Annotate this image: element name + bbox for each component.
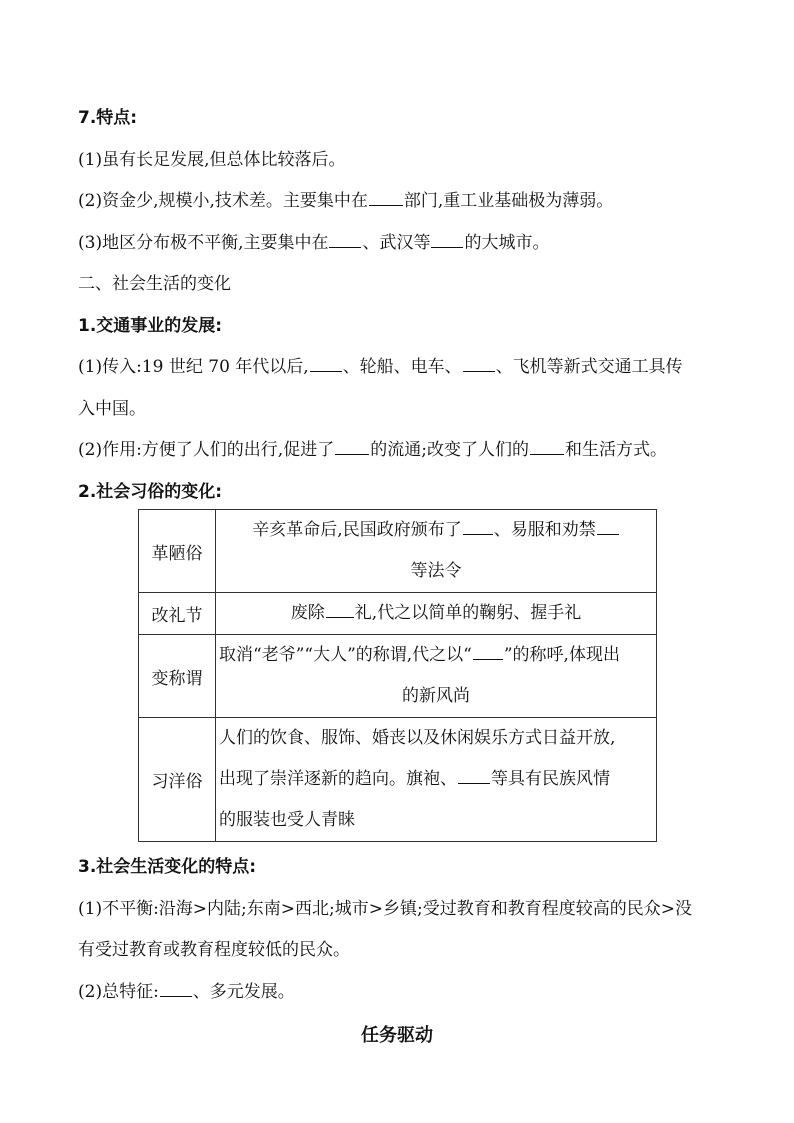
text-segment: 等具有民族风情 (491, 769, 610, 789)
text-segment: 辛亥革命后,民国政府颁布了 (252, 520, 462, 540)
text-segment: 的流通;改变了人们的 (370, 440, 529, 460)
section-3-point-1-cont: 有受过教育或教育程度较低的民众。 (78, 940, 350, 960)
text-segment: 、武汉等 (362, 233, 431, 253)
section-7-point-1: (1)虽有长足发展,但总体比较落后。 (78, 150, 346, 170)
text-segment: 部门,重工业基础极为薄弱。 (403, 191, 614, 211)
fill-blank[interactable] (458, 769, 490, 784)
row-value (216, 635, 657, 718)
row-value (216, 718, 657, 842)
fill-blank[interactable] (463, 357, 495, 372)
fill-blank[interactable] (329, 233, 361, 248)
fill-blank[interactable] (335, 440, 369, 455)
table-row (139, 593, 657, 635)
section-7-point-2 (78, 189, 613, 213)
row-line: 等法令 (410, 561, 462, 581)
text-segment: 的大城市。 (464, 233, 550, 253)
row-value (216, 593, 657, 635)
row-key: 习洋俗 (139, 718, 216, 842)
row-line: 的服装也受人青睐 (219, 810, 355, 830)
part-2-title: 二、社会生活的变化 (78, 274, 231, 294)
text-segment: 出现了崇洋逐新的趋向。旗袍、 (219, 769, 457, 789)
section-3-point-2 (78, 980, 295, 1004)
section-7-title: 7.特点: (78, 108, 138, 128)
fill-blank[interactable] (597, 520, 619, 535)
text-segment: (2)资金少,规模小,技术差。主要集中在 (78, 191, 368, 211)
fill-blank[interactable] (369, 191, 403, 206)
fill-blank[interactable] (310, 357, 342, 372)
text-segment: (1)传入:19 世纪 70 年代以后, (78, 357, 309, 377)
row-line (219, 510, 653, 551)
row-line (219, 635, 653, 676)
text-segment: ”的称呼,体现出 (503, 645, 620, 665)
text-segment: 和生活方式。 (564, 440, 667, 460)
section-7-point-3 (78, 231, 549, 255)
section-1-title: 1.交通事业的发展: (78, 316, 223, 336)
text-segment: 、飞机等新式交通工具传 (495, 357, 683, 377)
row-key: 改礼节 (139, 593, 216, 635)
text-segment: (2)作用:方便了人们的出行,促进了 (78, 440, 335, 460)
text-segment: 、多元发展。 (192, 982, 295, 1002)
text-segment: 、易服和劝禁 (493, 520, 596, 540)
row-key: 革陋俗 (139, 510, 216, 593)
section-3-point-1: (1)不平衡:沿海>内陆;东南>西北;城市>乡镇;受过教育和教育程度较高的民众>没 (78, 899, 692, 919)
fill-blank[interactable] (431, 233, 463, 248)
row-value (216, 510, 657, 593)
customs-table (138, 509, 657, 842)
section-3-title: 3.社会生活变化的特点: (78, 857, 257, 877)
fill-blank[interactable] (530, 440, 564, 455)
fill-blank[interactable] (463, 520, 493, 535)
table-row (139, 718, 657, 842)
text-segment: 取消“老爷”“大人”的称谓,代之以“ (219, 645, 472, 665)
fill-blank[interactable] (473, 645, 503, 660)
row-line: 的新风尚 (402, 686, 470, 706)
text-segment: (3)地区分布极不平衡,主要集中在 (78, 233, 329, 253)
text-segment: (2)总特征: (78, 982, 159, 1002)
text-segment: 、轮船、电车、 (342, 357, 462, 377)
row-line: 人们的饮食、服饰、婚丧以及休闲娱乐方式日益开放, (219, 728, 616, 748)
row-key: 变称谓 (139, 635, 216, 718)
section-1-point-2 (78, 438, 667, 462)
text-segment: 礼,代之以简单的鞠躬、握手礼 (354, 603, 582, 623)
table-row (139, 635, 657, 718)
row-line (219, 593, 653, 634)
section-2-title: 2.社会习俗的变化: (78, 482, 223, 502)
row-line (219, 759, 653, 800)
fill-blank[interactable] (160, 982, 192, 997)
section-1-point-1-cont: 入中国。 (78, 399, 146, 419)
table-row (139, 510, 657, 593)
fill-blank[interactable] (326, 603, 354, 618)
task-heading: 任务驱动 (361, 1025, 433, 1046)
text-segment: 废除 (290, 603, 325, 623)
section-1-point-1 (78, 355, 683, 379)
